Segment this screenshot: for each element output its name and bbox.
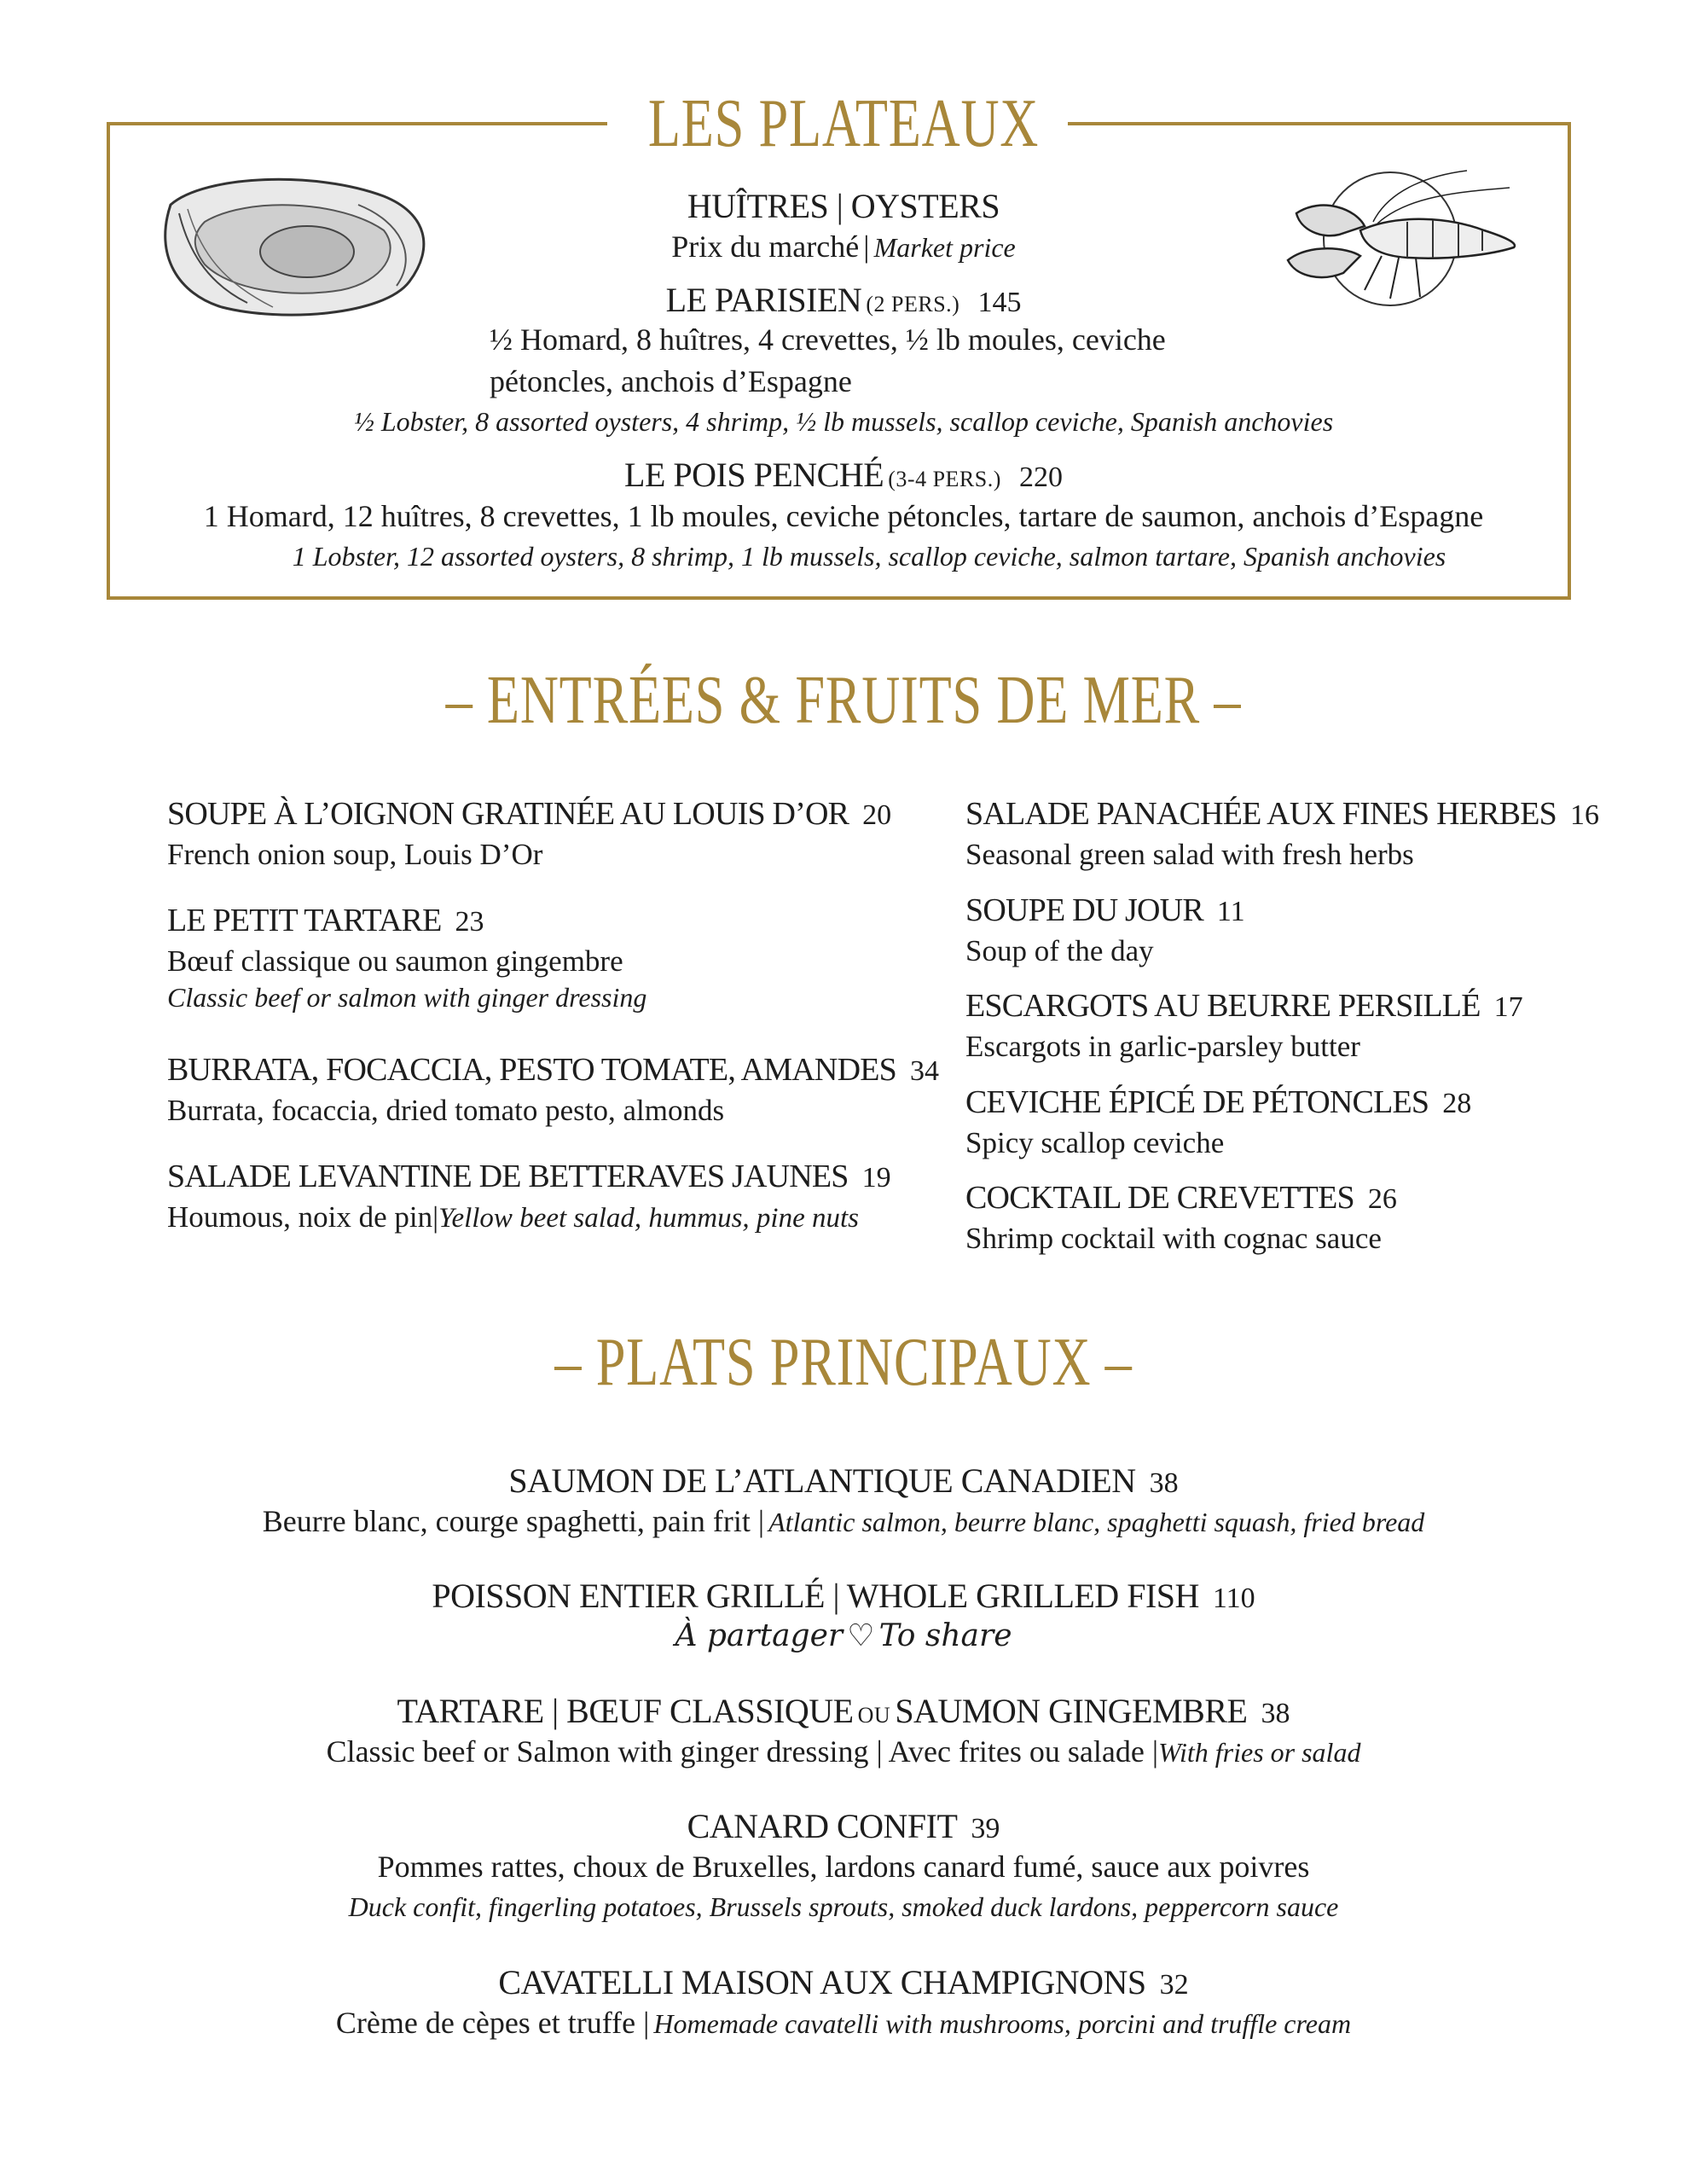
entree-name: SALADE PANACHÉE AUX FINES HERBES [965, 796, 1557, 832]
plat-2-share [0, 1618, 1687, 1653]
entree-desc: Bœuf classique ou saumon gingembre [167, 944, 623, 978]
entree-price: 19 [861, 1162, 891, 1194]
plat-price: 110 [1212, 1583, 1255, 1614]
entree-desc: Shrimp cocktail with cognac sauce [965, 1222, 1382, 1255]
plat-share-en: To share [878, 1618, 1012, 1653]
plat-1-desc [0, 1503, 1687, 1539]
entree-desc: Escargots in garlic-parsley butter [965, 1030, 1360, 1063]
plat-price: 38 [1149, 1467, 1179, 1499]
entree-name: SOUPE DU JOUR [965, 892, 1203, 928]
pois-penche-title-line [0, 455, 1687, 495]
oysters-price-line [0, 229, 1687, 264]
plat-desc-en: With fries or salad [1158, 1737, 1361, 1768]
entree-desc-en: Yellow beet salad, hummus, pine nuts [438, 1203, 859, 1234]
entree-right-5 [965, 1179, 1397, 1256]
plat-desc-en: Atlantic salmon, beurre blanc, spaghetti squash, fried bread [768, 1507, 1425, 1537]
entree-left-2 [167, 902, 646, 1014]
oysters-title: HUÎTRES | OYSTERS [687, 187, 1000, 225]
entree-name: CEVICHE ÉPICÉ DE PÉTONCLES [965, 1084, 1429, 1120]
parisien-pers: (2 PERS.) [866, 292, 960, 317]
parisien-price: 145 [977, 287, 1022, 318]
entree-left-1 [167, 795, 891, 872]
entree-name: COCKTAIL DE CREVETTES [965, 1180, 1354, 1216]
entree-name: SOUPE À L’OIGNON GRATINÉE AU LOUIS D’OR [167, 796, 849, 832]
entree-desc: Burrata, focaccia, dried tomato pesto, almonds [167, 1094, 725, 1127]
plat-5-desc [0, 2005, 1687, 2041]
plat-4-desc-en: Duck confit, fingerling potatoes, Brussels sprouts, smoked duck lardons, peppercorn sauce [348, 1891, 1339, 1922]
entree-right-4 [965, 1083, 1471, 1160]
entree-desc: Houmous, noix de pin [167, 1200, 433, 1234]
plat-share-fr: À partager [675, 1618, 844, 1653]
entree-right-1 [965, 795, 1599, 872]
plat-name-ou: OU [857, 1703, 891, 1728]
plat-name-a: TARTARE | BŒUF CLASSIQUE [397, 1692, 854, 1730]
parisien-desc-fr-1: ½ Homard, 8 huîtres, 4 crevettes, ½ lb moules, ceviche [490, 322, 1166, 357]
plat-desc-fr: Beurre blanc, courge spaghetti, pain frit | [262, 1504, 765, 1538]
plat-name: SAUMON DE L’ATLANTIQUE CANADIEN [508, 1461, 1136, 1500]
pois-penche-desc-en: 1 Lobster, 12 assorted oysters, 8 shrimp, 1 lb mussels, scallop ceviche, salmon tartare, Spanish anchovies [292, 541, 1446, 572]
plat-5-title [0, 1962, 1687, 2002]
plateaux-title: LES PLATEAUX [647, 86, 1040, 161]
entree-name: BURRATA, FOCACCIA, PESTO TOMATE, AMANDES [167, 1052, 896, 1088]
plat-2-title [0, 1576, 1687, 1616]
pois-penche-price: 220 [1018, 462, 1063, 493]
plats-title: – PLATS PRINCIPAUX – [554, 1325, 1133, 1400]
entree-desc: Seasonal green salad with fresh herbs [965, 838, 1414, 871]
entree-price: 20 [862, 799, 892, 831]
plat-1-title [0, 1461, 1687, 1501]
entrees-title: – ENTRÉES & FRUITS DE MER – [445, 663, 1242, 738]
parisien-desc-en: ½ Lobster, 8 assorted oysters, 4 shrimp, ½ lb mussels, scallop ceviche, Spanish anchovies [353, 406, 1334, 437]
heart-icon: ♡ [847, 1618, 875, 1653]
plat-price: 32 [1159, 1969, 1189, 2001]
plat-price: 39 [971, 1813, 1000, 1844]
pois-penche-name: LE POIS PENCHÉ [624, 456, 884, 494]
oysters-price-en: Market price [873, 232, 1016, 263]
entree-right-3 [965, 987, 1523, 1064]
parisien-title-line [0, 280, 1687, 320]
plat-name: CANARD CONFIT [687, 1807, 958, 1845]
entree-price: 23 [455, 906, 484, 938]
entree-price: 34 [909, 1055, 939, 1087]
entree-name: SALADE LEVANTINE DE BETTERAVES JAUNES [167, 1159, 849, 1194]
plat-name: CAVATELLI MAISON AUX CHAMPIGNONS [498, 1963, 1146, 2001]
plat-3-title [0, 1691, 1687, 1731]
plat-name-b: SAUMON GINGEMBRE [895, 1692, 1248, 1730]
entree-price: 17 [1493, 991, 1523, 1023]
entree-name: LE PETIT TARTARE [167, 903, 442, 938]
entree-desc: Spicy scallop ceviche [965, 1126, 1225, 1159]
plat-desc-fr: Crème de cèpes et truffe | [335, 2006, 650, 2040]
plat-desc-fr: Classic beef or Salmon with ginger dressing | Avec frites ou salade | [326, 1734, 1159, 1769]
entree-desc: Soup of the day [965, 934, 1154, 967]
plat-3-desc [0, 1734, 1687, 1769]
entree-price: 28 [1442, 1088, 1472, 1119]
pois-penche-desc-fr: 1 Homard, 12 huîtres, 8 crevettes, 1 lb moules, ceviche pétoncles, tartare de saumon, anchois d’Espagne [203, 499, 1484, 533]
entree-price: 26 [1367, 1183, 1397, 1215]
plat-price: 38 [1261, 1698, 1290, 1729]
entree-desc-en: Classic beef or salmon with ginger dressing [167, 982, 647, 1013]
plat-4-title [0, 1806, 1687, 1846]
plat-name: POISSON ENTIER GRILLÉ | WHOLE GRILLED FISH [432, 1577, 1199, 1615]
parisien-desc-fr-2: pétoncles, anchois d’Espagne [490, 364, 852, 398]
entree-right-2 [965, 892, 1245, 968]
entree-price: 11 [1216, 896, 1245, 927]
plat-4-desc-fr: Pommes rattes, choux de Bruxelles, lardons canard fumé, sauce aux poivres [377, 1850, 1310, 1884]
entree-price: 16 [1569, 799, 1599, 831]
oysters-price-fr: Prix du marché [671, 229, 860, 264]
entree-left-3 [167, 1051, 939, 1128]
plat-desc-en: Homemade cavatelli with mushrooms, porcini and truffle cream [653, 2008, 1352, 2039]
pois-penche-pers: (3-4 PERS.) [888, 467, 1001, 491]
entree-desc: French onion soup, Louis D’Or [167, 838, 543, 871]
parisien-name: LE PARISIEN [665, 281, 862, 319]
entree-name: ESCARGOTS AU BEURRE PERSILLÉ [965, 988, 1481, 1024]
entree-left-4: SALADE LEVANTINE DE BETTERAVES JAUNES 19 Houmous, noix de pin|Yellow beet salad, hummus, pine nuts [167, 1159, 891, 1234]
oysters-sep: | [863, 229, 870, 264]
